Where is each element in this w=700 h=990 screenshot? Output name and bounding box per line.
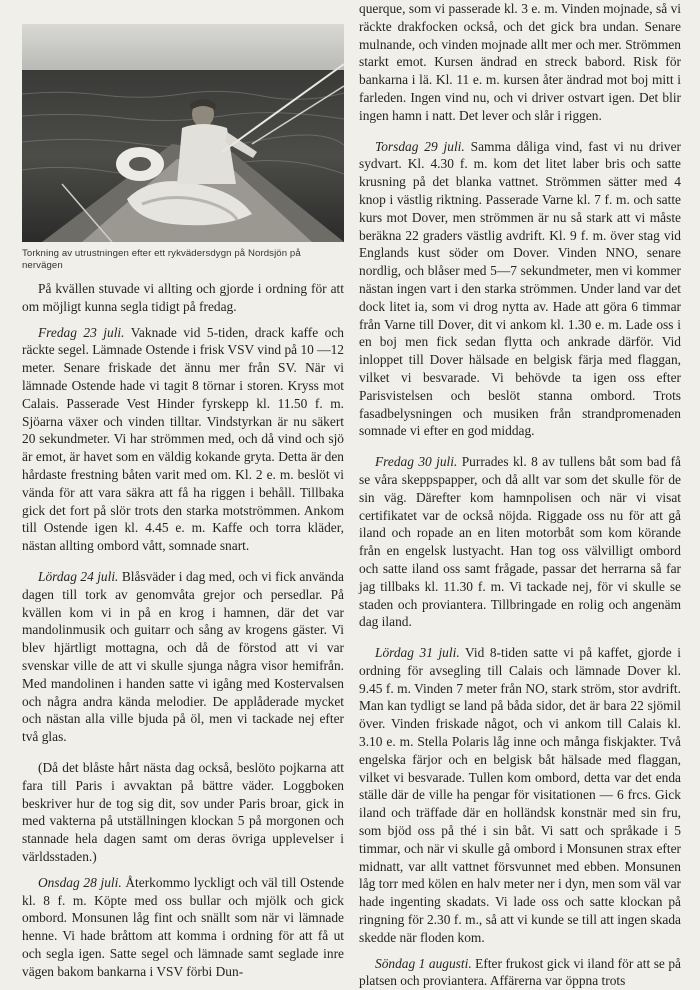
paragraph-torsdag-29: Torsdag 29 juli. Samma dåliga vind, fast vi nu driver sydvart. Kl. 4.30 f. m. kom det litet laber bris och satte krusning på det blanka vattnet. Strömmen sätter med 4 knop i västlig riktning. Passerade Varne kl. 7 f. m. och satte kurs mot Dover, men strömmen är nu så stark att vi måste beräkna 22 graders västlig avdrift. Kl. 9 f. m. över stag vid Englands kust söder om Dover. Vinden NNO, senare nordlig, och blåser med 5—7 sekundmeter, men vi kommer nästan ingen vart i den starka strömmen. Under land var det dock litet iа, som vi drog nytta av. Hade att göra 6 timmar från Varne till Dover, dit vi ankom kl. 1.30 e. m. Lade oss i en boj men fick sedan flytta och ankrade därför. Vid inloppet till Dover hälsade en belgisk färja med flaggan, vilket vi besvarade. Vi behövde ta igen oss efter Parisvistelsen och beslöt stanna ombord. Trots fasadbelysningen och musiken från strandpromenaden somnade vi efter en god middag.	[359, 138, 681, 439]
paragraph-lordag-24: Lördag 24 juli. Blåsväder i dag med, och vi fick använda dagen till tork av genomvåta grejor och persedlar. På kvällen kom vi in på en krog i hamnen, där det var mandolinmusik och guitarr och sång av krogens gäster. Vi blev hjärtligt mottagna, och då de förstod att vi var svenskar ville de att vi skulle sjunga några visor hemifrån. Med mandolinen i handen satte vi igång med Kostervalsen och några andra kända melodier. De applåderade mycket och nästan alla ville bjuda på öl, men vi tackade nej efter två glas.	[22, 568, 345, 745]
day-heading: Lördag 31 juli.	[375, 645, 460, 661]
paragraph-fredag-23: Fredag 23 juli. Vaknade vid 5-tiden, drack kaffe och räckte segel. Lämnade Ostende i frisk VSV vind på 10 —12 meter. Senare friskade det ännu mer från SV. När vi lämnade Ostende hade vi tagit 8 törnar i storen. Kryss mot Calais. Passerade Vest Hinder fyrskepp kl. 11.50 f. m. Sjöarna växer och vinden tilltar. Vindstyrkan är nu säkert 20 sekundmeter. Vi har strömmen med, och då vind och sjö är emot, är havet som en väldig kokande gryta. Detta är den hårdaste frestning båten varit med om. Kl. 2 e. m. beslöt vi vända för att vara säkra att få ha riggen i behåll. Tillbaka gick det fort på slör trots den starka motströmmen. Ankom till Ostende igen kl. 4.45 e. m. Kaffe och torra kläder, nästan allting ombord vått, somnade snart.	[22, 324, 344, 554]
paragraph-lordag-31: Lördag 31 juli. Vid 8-tiden satte vi på kaffet, gjorde i ordning för avsegling till Calais och lämnade Dover kl. 9.45 f. m. Vinden 7 meter från NO, stark ström, stor avdrift. Man kan tydligt se land på båda sidor, det är bara 22 sjömil över. Vinden friskade något, och vi ankom till Calais kl. 3.10 e. m. Stella Polaris låg inne och många fiskjakter. Två engelska färjor och en belgisk båt hälsade med flaggan, vilket vi besvarade. Tullen kom ombord, detta var det enda ställe där de ville ha pengar för visitationen — 6 frcs. Gick iland och träffade där en holländsk konstnär med sin fru, som bjöd oss på thé i sin båt. Vi satt och språkade i 5 timmar, och när vi skulle gå ombord i Monsunen strax efter midnatt, var allt vattnet försvunnet med ebben. Monsunen låg torr med kölen en halv meter ner i dyn, men som väl var hade ingenting skadats. Vi lade oss och satte klockan på ringning för 2.30 f. m., så att vi kunde se till att ingen skada skedde när floden kom.	[359, 645, 681, 945]
day-heading: Fredag 30 juli.	[375, 454, 458, 470]
paragraph-sondag-1: Söndag 1 augusti. Efter frukost gick vi iland för att se på platsen och proviantera. Affärerna var öppna trots	[359, 955, 681, 989]
left-column	[22, 24, 344, 980]
photo-caption: Torkning av utrustningen efter ett rykvädersdygn på Nordsjön på nervägen	[22, 248, 301, 271]
right-column	[359, 0, 681, 990]
paragraph-continued: querque, som vi passerade kl. 3 e. m. Vinden mojnade, så vi räckte drakfocken också, och det gick bra undan. Senare mulnande, och vinden mojnade allt mer och mer. Strömmen starkt emot. Kursen ändrad en streck babord. Risk för bankarna i lä. Kl. 11 e. m. kursen åter ändrad mot boj mitt i farleden. Ingen vind nu, och vi driver ostvart igen. Det blir ingen hamn i natt. Det lever och slår i riggen.	[359, 1, 681, 123]
sailing-photo	[22, 24, 344, 242]
paragraph-fredag-30: Fredag 30 juli. Purrades kl. 8 av tullens båt som bad få se våra skeppspapper, och då allt var som det skulle för de sin väg. Därefter kom hamnpolisen och när vi visat certifikatet var de också nöjda. Riggade oss nu för att gå iland och ropade an en liten motorbåt som kom körande från en engelsk lustyacht. Han tog oss välvilligt ombord och satte iland oss samt frågade, passar det herrarna så far jag tillbaks kl. 11.30 f. m. Vi tackade nej, för vi skulle se staden och proviantera. Tillbringade en rolig och angenäm dag iland.	[359, 454, 681, 630]
day-heading: Lördag 24 juli.	[38, 568, 119, 584]
day-heading: Fredag 23 juli.	[38, 324, 125, 340]
paragraph-onsdag-28: Onsdag 28 juli. Återkommo lyckligt och väl till Ostende kl. 8 f. m. Köpte med oss bullar och mjölk och gick ombord. Monsunen låg fint och snällt som när vi lämnade henne. Vi hade bråttom att komma i ordning för att få ut och segla igen. Satte segel och lämnade samt seglade inre vägen bakom bankarna i VSV förbi Dun-	[22, 874, 344, 979]
paragraph: På kvällen stuvade vi allting och gjorde i ordning för att om möjligt kunna segla tidigt på fredag.	[22, 281, 344, 314]
day-heading: Onsdag 28 juli.	[38, 874, 122, 890]
day-heading: Söndag 1 augusti.	[375, 955, 472, 971]
paragraph-paris-note: (Då det blåste hårt nästa dag också, beslöto pojkarna att fara till Paris i avvaktan på bättre väder. Loggboken beskriver hur de tog sig dit, sov under Paris broar, gick in med vakterna på utställningen klockan 5 på morgonen och stannade hela dagen samt om deras övriga upplevelser i världsstaden.)	[22, 759, 344, 864]
day-heading: Torsdag 29 juli.	[375, 138, 465, 154]
